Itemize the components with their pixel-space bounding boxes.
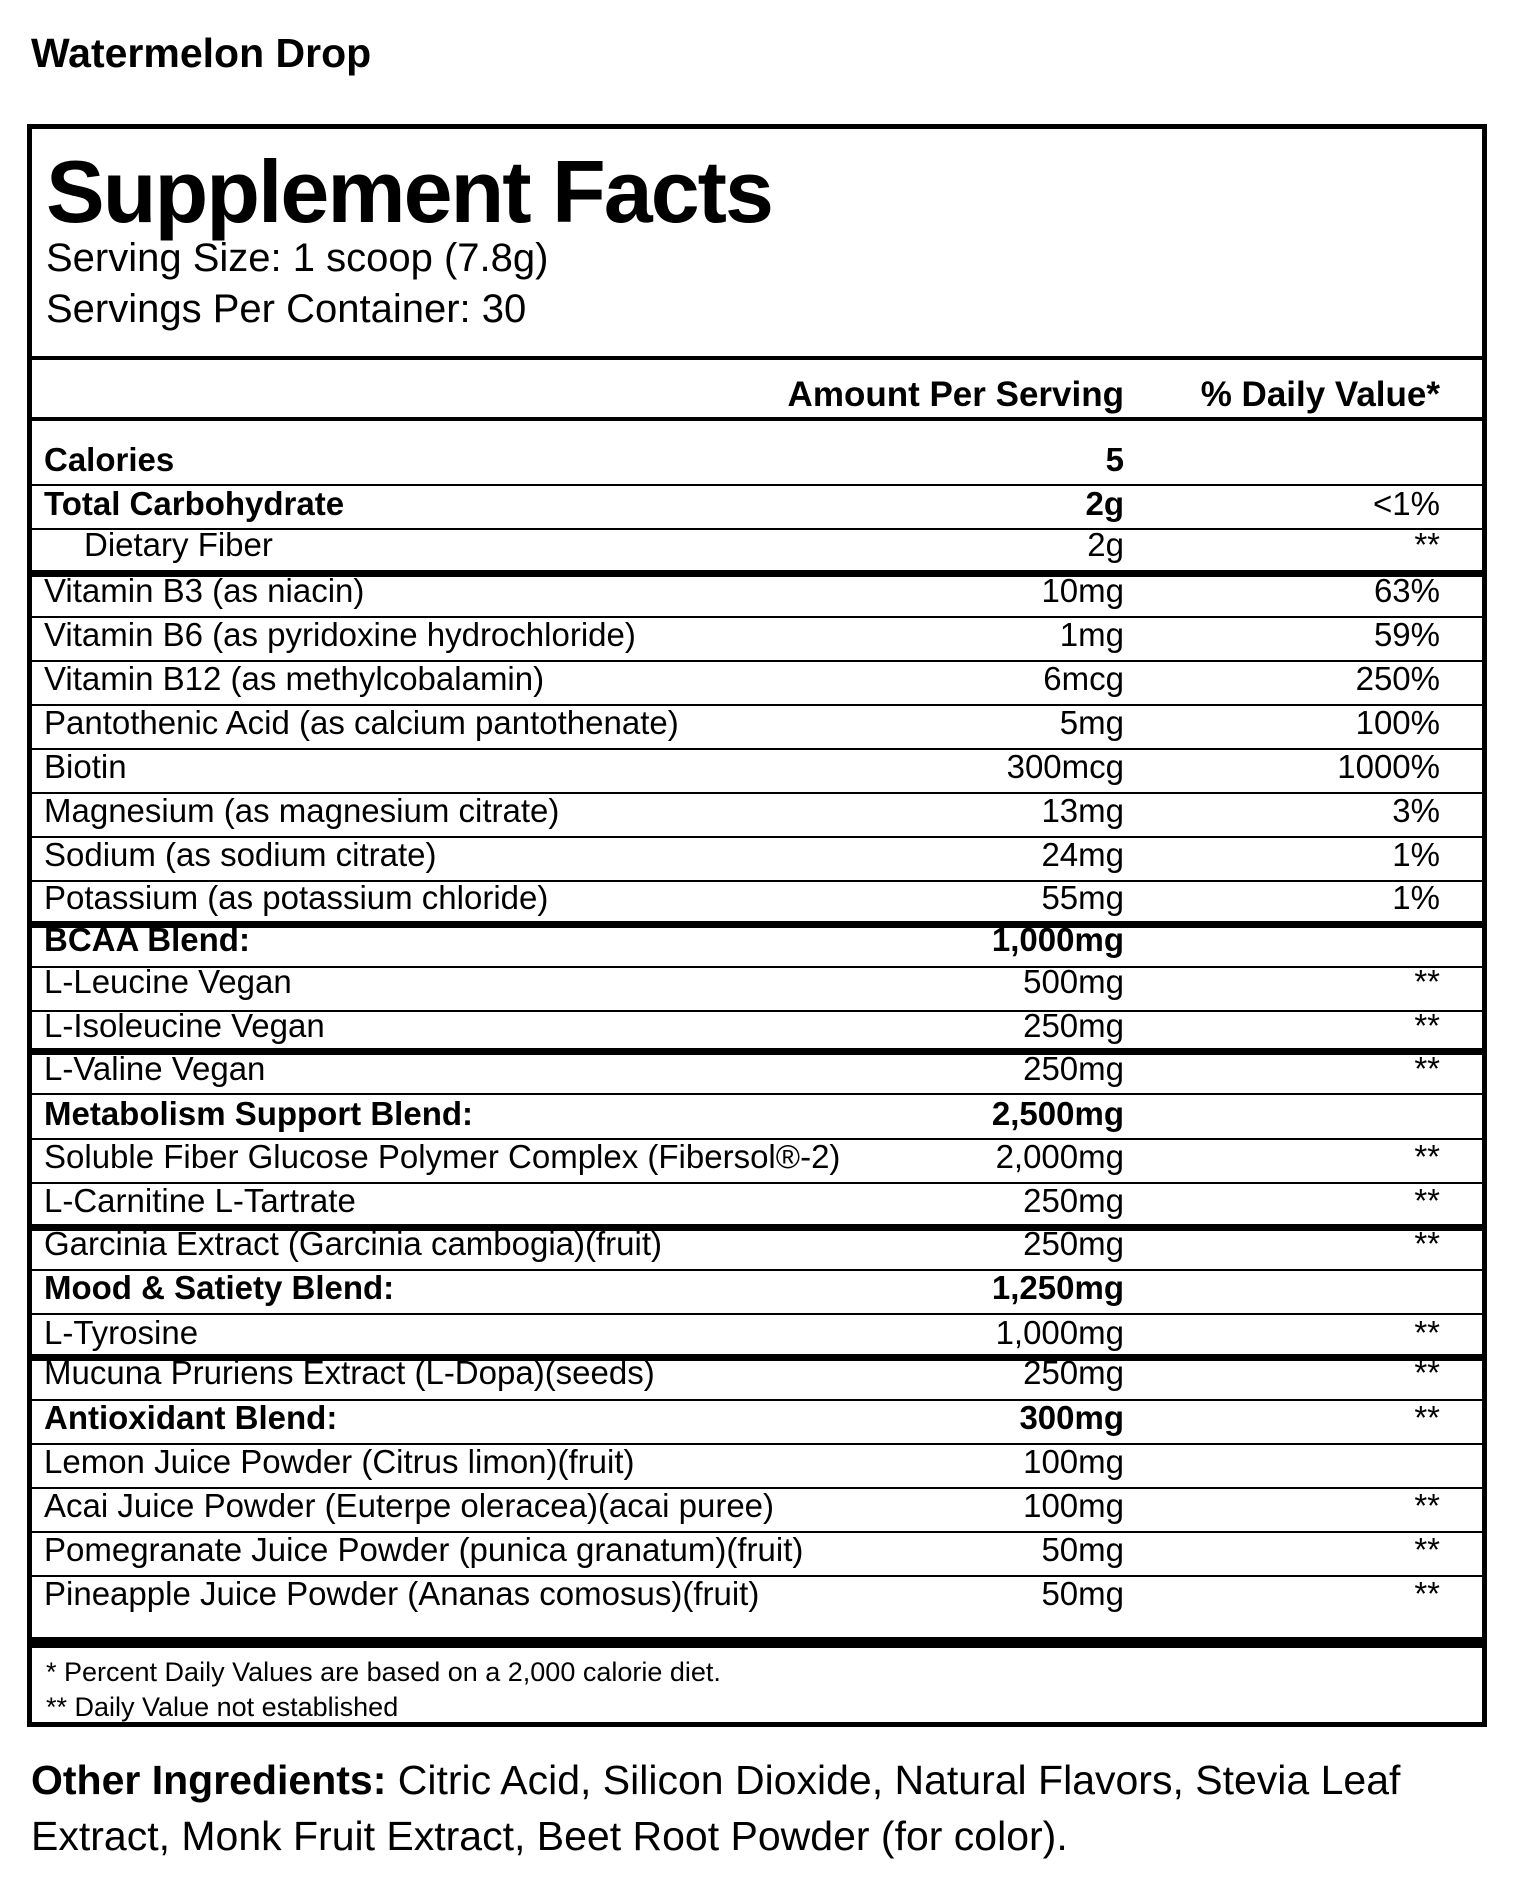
ingredient-name: Biotin [44, 748, 127, 785]
ingredient-daily-value: ** [1414, 1399, 1440, 1436]
ingredient-amount: 2,000mg [995, 1138, 1124, 1175]
ingredient-daily-value: ** [1414, 1050, 1440, 1087]
ingredient-name: Mood & Satiety Blend: [44, 1269, 395, 1306]
ingredient-daily-value: ** [1414, 1225, 1440, 1262]
ingredient-name: Vitamin B6 (as pyridoxine hydrochloride) [44, 616, 636, 653]
ingredient-amount: 500mg [1023, 963, 1124, 1000]
other-ingredients-text: Citric Acid, Silicon Dioxide, Natural Flavors, Stevia Leaf Extract, Monk Fruit Extract, Beet Root Powder (for color). [31, 1757, 1401, 1859]
ingredient-amount: 1,250mg [991, 1269, 1124, 1306]
ingredient-name: Antioxidant Blend: [44, 1399, 338, 1436]
ingredient-daily-value: 100% [1355, 704, 1440, 741]
ingredient-amount: 1,000mg [995, 1314, 1124, 1351]
ingredient-daily-value: <1% [1373, 485, 1440, 522]
header-daily-value: % Daily Value* [1200, 375, 1440, 414]
ingredient-daily-value: 59% [1373, 616, 1440, 653]
other-ingredients-label: Other Ingredients: [31, 1757, 387, 1803]
servings-per-container: Servings Per Container: 30 [46, 287, 527, 331]
ingredient-name: Vitamin B3 (as niacin) [44, 572, 365, 609]
ingredient-name: L-Valine Vegan [44, 1050, 266, 1087]
ingredient-name: Magnesium (as magnesium citrate) [44, 792, 560, 829]
ingredient-name: L-Tyrosine [44, 1314, 199, 1351]
ingredient-daily-value: 3% [1392, 792, 1440, 829]
ingredient-amount: 55mg [1041, 879, 1124, 916]
ingredient-daily-value: ** [1414, 1531, 1440, 1568]
ingredient-amount: 250mg [1023, 1354, 1124, 1391]
ingredient-name: Pantothenic Acid (as calcium pantothenate) [44, 704, 679, 741]
ingredient-amount: 6mcg [1043, 660, 1124, 697]
ingredient-daily-value: 1000% [1337, 748, 1440, 785]
divider-thick [32, 1637, 1482, 1648]
ingredient-name: Total Carbohydrate [44, 485, 345, 522]
divider [32, 1313, 1482, 1315]
ingredient-daily-value: ** [1414, 526, 1440, 563]
divider [32, 417, 1482, 421]
ingredient-daily-value: ** [1414, 1487, 1440, 1524]
ingredient-name: L-Leucine Vegan [44, 963, 292, 1000]
ingredient-daily-value: 1% [1392, 879, 1440, 916]
ingredient-amount: 250mg [1023, 1007, 1124, 1044]
ingredient-name: Mucuna Pruriens Extract (L-Dopa)(seeds) [44, 1354, 655, 1391]
ingredient-name: Metabolism Support Blend: [44, 1095, 473, 1132]
ingredient-daily-value: ** [1414, 1354, 1440, 1391]
ingredient-daily-value: ** [1414, 1007, 1440, 1044]
ingredient-name: Lemon Juice Powder (Citrus limon)(fruit) [44, 1443, 635, 1480]
ingredient-name: Pomegranate Juice Powder (punica granatum)(fruit) [44, 1531, 804, 1568]
ingredient-name: Pineapple Juice Powder (Ananas comosus)(fruit) [44, 1575, 760, 1612]
ingredient-name: Sodium (as sodium citrate) [44, 836, 437, 873]
ingredient-amount: 250mg [1023, 1225, 1124, 1262]
ingredient-amount: 1mg [1059, 616, 1124, 653]
ingredient-amount: 100mg [1023, 1487, 1124, 1524]
footnote-dv-not-established: ** Daily Value not established [46, 1692, 399, 1722]
ingredient-daily-value: ** [1414, 963, 1440, 1000]
ingredient-amount: 13mg [1041, 792, 1124, 829]
ingredient-daily-value: 63% [1373, 572, 1440, 609]
ingredient-daily-value: 250% [1355, 660, 1440, 697]
ingredient-name: Soluble Fiber Glucose Polymer Complex (Fibersol®-2) [44, 1138, 841, 1175]
ingredient-amount: 1,000mg [991, 921, 1124, 958]
ingredient-name: BCAA Blend: [44, 921, 250, 958]
ingredient-amount: 2g [1085, 485, 1124, 522]
ingredient-amount: 24mg [1041, 836, 1124, 873]
ingredient-name: Acai Juice Powder (Euterpe oleracea)(acai puree) [44, 1487, 775, 1524]
divider [32, 356, 1482, 360]
ingredient-name: Dietary Fiber [84, 526, 273, 563]
ingredient-amount: 50mg [1041, 1575, 1124, 1612]
ingredient-amount: 10mg [1041, 572, 1124, 609]
ingredient-name: L-Carnitine L-Tartrate [44, 1182, 356, 1219]
panel-title: Supplement Facts [46, 142, 772, 241]
ingredient-name: Garcinia Extract (Garcinia cambogia)(fruit) [44, 1225, 663, 1262]
ingredient-amount: 250mg [1023, 1182, 1124, 1219]
serving-size: Serving Size: 1 scoop (7.8g) [46, 236, 549, 280]
ingredient-amount: 300mcg [1006, 748, 1124, 785]
ingredient-daily-value: ** [1414, 1575, 1440, 1612]
ingredient-amount: 250mg [1023, 1050, 1124, 1087]
ingredient-amount: 100mg [1023, 1443, 1124, 1480]
ingredient-daily-value: ** [1414, 1182, 1440, 1219]
ingredient-amount: 5mg [1059, 704, 1124, 741]
divider [32, 748, 1482, 750]
ingredient-daily-value: ** [1414, 1314, 1440, 1351]
ingredient-amount: 50mg [1041, 1531, 1124, 1568]
footnote-percent-dv: * Percent Daily Values are based on a 2,000 calorie diet. [46, 1657, 721, 1687]
ingredient-amount: 5 [1105, 441, 1124, 478]
supplement-facts-panel [27, 124, 1487, 1727]
ingredient-daily-value: 1% [1392, 836, 1440, 873]
other-ingredients [31, 1752, 1501, 1864]
ingredient-amount: 300mg [1019, 1399, 1124, 1436]
ingredient-amount: 2g [1087, 526, 1124, 563]
ingredient-amount: 2,500mg [991, 1095, 1124, 1132]
ingredient-name: Vitamin B12 (as methylcobalamin) [44, 660, 545, 697]
ingredient-name: Potassium (as potassium chloride) [44, 879, 549, 916]
flavor-name: Watermelon Drop [31, 30, 372, 76]
ingredient-name: L-Isoleucine Vegan [44, 1007, 325, 1044]
header-amount-per-serving: Amount Per Serving [787, 375, 1124, 414]
ingredient-name: Calories [44, 441, 175, 478]
ingredient-daily-value: ** [1414, 1138, 1440, 1175]
